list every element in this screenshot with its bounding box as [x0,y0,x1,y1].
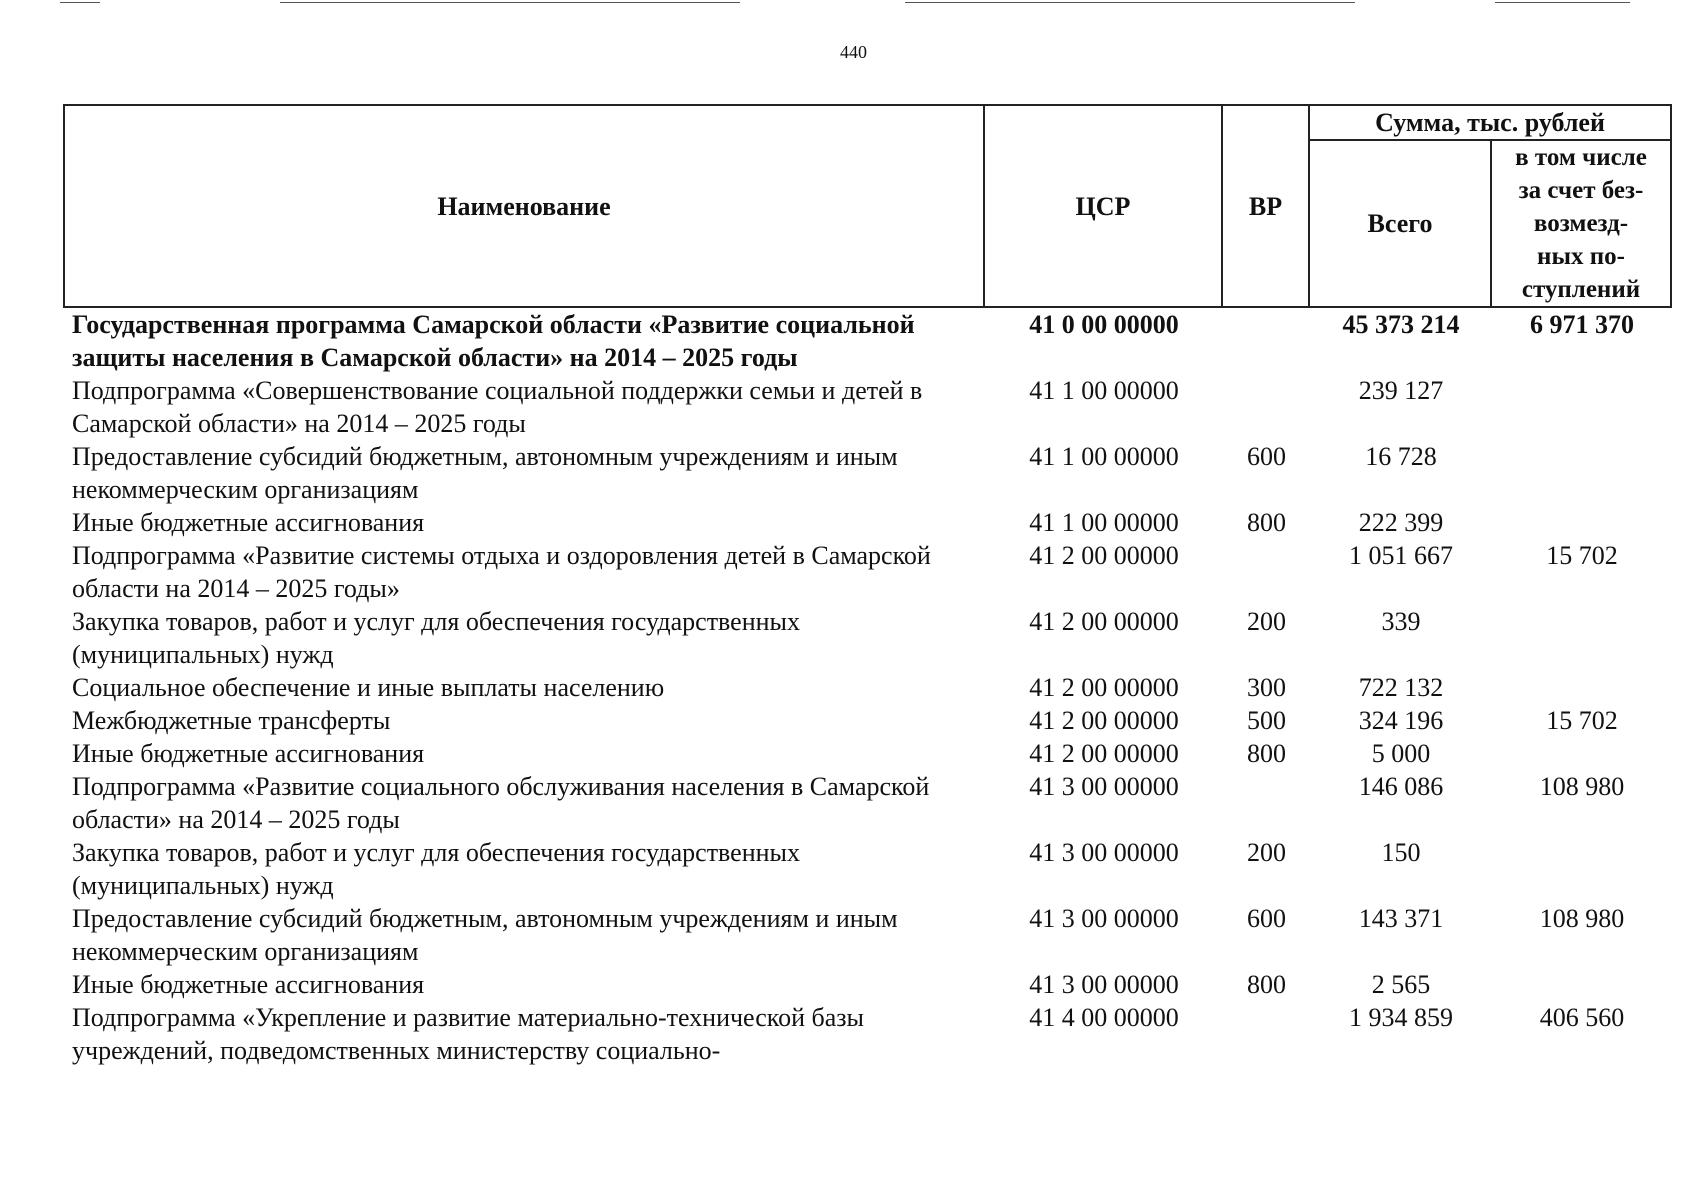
row-free-receipts-amount [1491,671,1671,704]
row-vr-code: 600 [1247,904,1286,933]
table-row [64,968,1671,1001]
top-edge-rule [60,2,100,3]
row-csr-code: 41 2 00 00000 [1029,541,1179,570]
page-number: 440 [840,42,867,62]
row-vr-code: 800 [1247,508,1286,537]
row-vr-code: 600 [1247,442,1286,471]
top-edge-rule [905,2,1355,3]
table-row [64,671,1671,704]
row-name: Государственная программа Самарской области «Развитие социальной защиты населения в Самарской области» на 2014 – 2025 годы [72,310,915,372]
table-row [64,1001,1671,1067]
row-csr-code: 41 0 00 00000 [1029,310,1179,339]
header-name: Наименование [64,105,984,307]
table-row [64,770,1671,836]
row-name: Межбюджетные трансферты [72,706,391,735]
row-total-amount: 45 373 214 [1342,310,1460,339]
table-row [64,605,1671,671]
table-header [64,105,1671,307]
row-name: Иные бюджетные ассигнования [72,508,425,537]
row-name: Социальное обеспечение и иные выплаты населению [72,673,665,702]
row-total-amount: 16 728 [1365,442,1437,471]
row-total-amount: 1 051 667 [1349,541,1453,570]
row-total-amount: 339 [1381,607,1421,636]
row-csr-code: 41 1 00 00000 [1029,442,1179,471]
row-name: Иные бюджетные ассигнования [72,739,425,768]
row-free-receipts-amount [1491,737,1671,770]
row-free-receipts-amount: 108 980 [1539,904,1625,933]
row-free-receipts-amount [1491,605,1671,671]
row-total-amount: 324 196 [1358,706,1444,735]
row-csr-code: 41 2 00 00000 [1029,706,1179,735]
row-vr-code [1222,307,1309,374]
row-vr-code: 500 [1247,706,1286,735]
row-name: Подпрограмма «Развитие социального обслуживания населения в Самарской области» на 2014 – 2025 годы [72,772,930,834]
header-sum-group: Сумма, тыс. рублей [1309,105,1671,140]
header-vr: ВР [1222,105,1309,307]
table-row [64,704,1671,737]
row-total-amount: 1 934 859 [1349,1003,1453,1032]
row-name: Предоставление субсидий бюджетным, автономным учреждениям и иным некоммерческим организациям [72,442,898,504]
row-name: Закупка товаров, работ и услуг для обеспечения государственных (муниципальных) нужд [72,838,801,900]
row-total-amount: 239 127 [1358,376,1444,405]
row-total-amount: 722 132 [1358,673,1444,702]
row-free-receipts-amount [1491,440,1671,506]
row-free-receipts-amount [1491,374,1671,440]
row-csr-code: 41 2 00 00000 [1029,673,1179,702]
row-csr-code: 41 4 00 00000 [1029,1003,1179,1032]
row-name: Подпрограмма «Совершенствование социальной поддержки семьи и детей в Самарской области» на 2014 – 2025 годы [72,376,923,438]
row-csr-code: 41 3 00 00000 [1029,772,1179,801]
row-free-receipts-amount: 406 560 [1539,1003,1625,1032]
row-total-amount: 222 399 [1358,508,1444,537]
table-row [64,440,1671,506]
row-free-receipts-amount: 15 702 [1546,541,1618,570]
row-free-receipts-amount: 6 971 370 [1530,310,1634,339]
row-name: Закупка товаров, работ и услуг для обеспечения государственных (муниципальных) нужд [72,607,801,669]
row-vr-code [1222,374,1309,440]
table-row [64,307,1671,374]
table-row [64,506,1671,539]
table-body [64,307,1671,1067]
row-free-receipts-amount [1491,968,1671,1001]
row-total-amount: 2 565 [1371,970,1431,999]
row-free-receipts-amount: 15 702 [1546,706,1618,735]
row-vr-code: 300 [1247,673,1286,702]
row-free-receipts-amount [1491,506,1671,539]
table-row [64,902,1671,968]
top-edge-rule [1495,2,1630,3]
row-csr-code: 41 3 00 00000 [1029,838,1179,867]
row-total-amount: 143 371 [1358,904,1444,933]
row-csr-code: 41 1 00 00000 [1029,508,1179,537]
table-row [64,737,1671,770]
row-csr-code: 41 3 00 00000 [1029,970,1179,999]
row-vr-code: 800 [1247,739,1286,768]
row-total-amount: 150 [1381,838,1421,867]
row-csr-code: 41 2 00 00000 [1029,739,1179,768]
table-row [64,539,1671,605]
row-free-receipts-amount [1491,836,1671,902]
row-vr-code [1222,770,1309,836]
row-csr-code: 41 1 00 00000 [1029,376,1179,405]
row-csr-code: 41 3 00 00000 [1029,904,1179,933]
row-vr-code: 200 [1247,838,1286,867]
row-vr-code [1222,539,1309,605]
header-free-receipts: в том числе за счет без- возмезд- ных по- ступлений [1491,140,1671,307]
top-edge-rule [280,2,740,3]
row-total-amount: 5 000 [1371,739,1431,768]
budget-table [63,104,1672,1067]
header-total: Всего [1309,140,1491,307]
row-name: Подпрограмма «Укрепление и развитие материально-технической базы учреждений, подведомственных министерству социально- [72,1003,865,1065]
row-total-amount: 146 086 [1358,772,1444,801]
row-name: Подпрограмма «Развитие системы отдыха и оздоровления детей в Самарской области на 2014 – 2025 годы» [72,541,931,603]
header-csr: ЦСР [984,105,1222,307]
row-vr-code [1222,1001,1309,1067]
row-vr-code: 800 [1247,970,1286,999]
table-row [64,836,1671,902]
row-free-receipts-amount: 108 980 [1539,772,1625,801]
row-vr-code: 200 [1247,607,1286,636]
table-row [64,374,1671,440]
row-name: Иные бюджетные ассигнования [72,970,425,999]
row-csr-code: 41 2 00 00000 [1029,607,1179,636]
row-name: Предоставление субсидий бюджетным, автономным учреждениям и иным некоммерческим организациям [72,904,898,966]
